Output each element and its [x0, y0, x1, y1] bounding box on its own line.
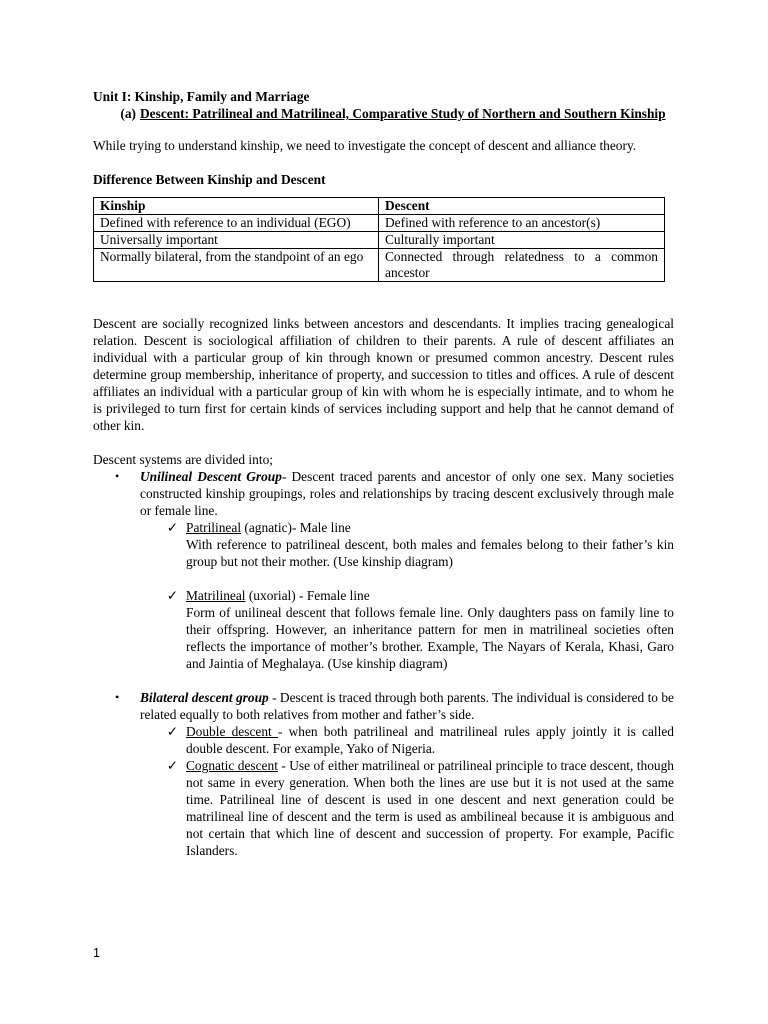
- section-heading: [93, 105, 674, 122]
- list-item-unilineal: [93, 468, 674, 519]
- bilateral-title: Bilateral descent group: [140, 690, 269, 705]
- table-cell: Culturally important: [379, 232, 665, 249]
- table-header-cell: Kinship: [94, 198, 379, 215]
- list-item-patrilineal: [93, 519, 674, 570]
- double-descent-term: Double descent: [186, 724, 278, 739]
- bilateral-text: - Descent is traced through both parents. The individual is considered to be related equally to both relatives from mother and father’s side.: [140, 690, 674, 722]
- section-title: Descent: Patrilineal and Matrilineal, Comparative Study of Northern and Southern Kinship: [140, 106, 666, 121]
- cognatic-descent-term: Cognatic descent: [186, 758, 278, 773]
- checkmark-icon: ✓: [166, 758, 178, 773]
- table-row: [94, 215, 665, 232]
- list-item-double-descent: [93, 723, 674, 757]
- table-row: [94, 249, 665, 282]
- document-page: [93, 88, 674, 859]
- matrilineal-term: Matrilineal: [186, 588, 246, 603]
- kinship-descent-table: [93, 197, 665, 282]
- table-cell: Universally important: [94, 232, 379, 249]
- difference-heading: Difference Between Kinship and Descent: [93, 172, 326, 187]
- intro-paragraph: While trying to understand kinship, we need to investigate the concept of descent and alliance theory.: [93, 138, 637, 153]
- unilineal-title: Unilineal Descent Group: [140, 469, 282, 484]
- bullet-icon: •: [115, 469, 120, 483]
- table-header-cell: Descent: [379, 198, 665, 215]
- patrilineal-term: Patrilineal: [186, 520, 242, 535]
- cognatic-descent-text: - Use of either matrilineal or patrilineal principle to trace descent, though not same in every generation. When both the lines are use but it is not used at the same time. Patrilineal line of descent is used in one descent and next generation could be matrilineal line of descent and the term is used as ambilineal because it is ambiguous and not certain that which line of descent and succession of property. For example, Pacific Islanders.: [186, 758, 674, 858]
- list-item-bilateral: [93, 689, 674, 723]
- table-cell: Connected through relatedness to a common ancestor: [379, 249, 665, 282]
- checkmark-icon: ✓: [166, 588, 178, 603]
- table-cell: Normally bilateral, from the standpoint of an ego: [94, 249, 379, 282]
- checkmark-icon: ✓: [166, 724, 178, 739]
- patrilineal-description: With reference to patrilineal descent, both males and females belong to their father’s kin group but not their mother. (Use kinship diagram): [186, 537, 674, 569]
- table-cell: Defined with reference to an ancestor(s): [379, 215, 665, 232]
- bullet-icon: •: [115, 690, 120, 704]
- unilineal-text: - Descent traced parents and ancestor of only one sex. Many societies constructed kinship groupings, roles and relationships by tracing descent exclusively through male or female line.: [140, 469, 674, 518]
- table-header-row: [94, 198, 665, 215]
- table-cell: Defined with reference to an individual (EGO): [94, 215, 379, 232]
- descent-paragraph: Descent are socially recognized links between ancestors and descendants. It implies tracing genealogical relation. Descent is sociological affiliation of children to their parents. A rule of descent affiliates an individual with a particular group of kin through known or presumed common ancestry. Descent rules determine group membership, inheritance of property, and succession to titles and offices. A rule of descent affiliates an individual with a particular group of kin with whom he is especially intimate, and to whom he is privileged to turn first for certain kinds of services including support and help that he cannot demand of other kin.: [93, 316, 674, 433]
- unit-heading: Unit I: Kinship, Family and Marriage: [93, 89, 310, 104]
- list-item-cognatic-descent: [93, 757, 674, 859]
- section-label: (a): [120, 106, 136, 121]
- double-descent-text: - when both patrilineal and matrilineal rules apply jointly it is called double descent. For example, Yako of Nigeria.: [186, 724, 674, 756]
- systems-intro: Descent systems are divided into;: [93, 452, 273, 467]
- list-item-matrilineal: [93, 587, 674, 672]
- page-number: 1: [93, 946, 100, 960]
- matrilineal-rest: (uxorial) - Female line: [245, 588, 370, 603]
- patrilineal-rest: (agnatic)- Male line: [241, 520, 351, 535]
- checkmark-icon: ✓: [166, 520, 178, 535]
- matrilineal-description: Form of unilineal descent that follows female line. Only daughters pass on family line to their offspring. However, an inheritance pattern for men in matrilineal societies often reflects the importance of mother’s brother. Example, The Nayars of Kerala, Khasi, Garo and Jaintia of Meghalaya. (Use kinship diagram): [186, 605, 674, 671]
- table-row: [94, 232, 665, 249]
